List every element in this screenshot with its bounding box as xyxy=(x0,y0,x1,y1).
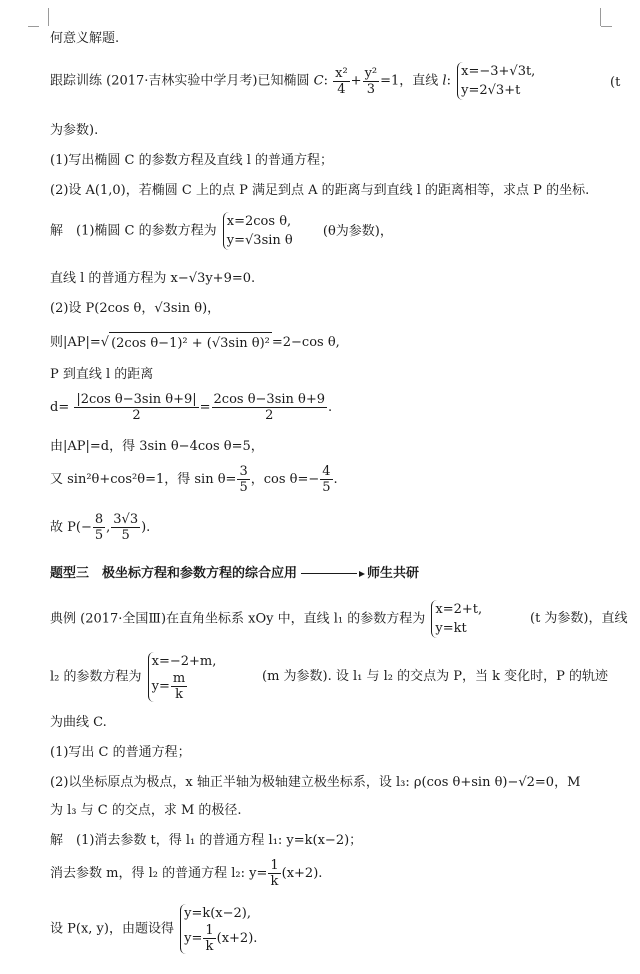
text-line: 直线 l 的普通方程为 x−√3y+9=0. xyxy=(50,271,256,286)
formula-line: 又 sin²θ+cos²θ=1，得 sin θ= $\frac{3}{5}$ ，cos θ=− $\frac{4}{5}$ . xyxy=(50,464,338,495)
text-line: 为 l₃ 与 C 的交点，求 M 的极径. xyxy=(50,803,242,818)
text-line: (1)写出椭圆 C 的参数方程及直线 l 的普通方程； xyxy=(50,153,334,168)
fraction: $\frac{\text{y²}}{3}$ xyxy=(364,65,378,97)
fraction: $\frac{1}{k}$ xyxy=(270,858,279,889)
crop-mark-top-left-h xyxy=(28,26,39,27)
equation-system: x=2+t, y=kt xyxy=(431,600,482,638)
fraction: $\frac{m}{k}$ xyxy=(172,671,186,702)
formula-line: 则|AP|=√ (2cos θ−1)² + (√3sin θ)² =2−cos θ, xyxy=(50,332,340,353)
text-line: (2)设 A(1,0)，若椭圆 C 上的点 P 满足到点 A 的距离与到直线 l 的距离相等，求点 P 的坐标. xyxy=(50,183,590,198)
fraction: $\frac{8}{5}$ xyxy=(94,512,104,543)
arrow-line xyxy=(301,573,357,574)
fraction: $\frac{3}{5}$ xyxy=(239,464,248,495)
arrow-icon xyxy=(359,571,365,577)
crop-mark-top-left xyxy=(38,8,49,26)
example-statement: l₂ 的参数方程为 x=−2+m, y= $\frac{m}{k}$ (m 为参数). 设 l₁ 与 l₂ 的交点为 P，当 k 变化时，P 的轨迹 xyxy=(50,654,609,702)
solution-line: 解 (1)椭圆 C 的参数方程为 x=2cos θ, y=√3sin θ (θ为参数)， xyxy=(50,214,393,248)
formula-line: 消去参数 m，得 l₂ 的普通方程 l₂: y= $\frac{1}{k}$ (x+2). xyxy=(50,858,323,889)
crop-mark-top-right-h xyxy=(601,26,612,27)
text-line: P 到直线 l 的距离 xyxy=(50,367,154,382)
equation-system: x=2cos θ, y=√3sin θ xyxy=(223,212,293,250)
text-line: (2)以坐标原点为极点，x 轴正半轴为极轴建立极坐标系，设 l₃: ρ(cos θ+sin θ)−√2=0，M xyxy=(50,775,581,790)
text-line: 由|AP|=d，得 3sin θ−4cos θ=5， xyxy=(50,439,264,454)
formula-line: 设 P(x, y)，由题设得 y=k(x−2), y= $\frac{1}{k}$ (x+2). xyxy=(50,906,258,954)
fraction: $\frac{1}{k}$ xyxy=(205,923,214,954)
solution-line: 解 (1)消去参数 t，得 l₁ 的普通方程 l₁: y=k(x−2)； xyxy=(50,833,363,848)
fraction: $\frac{\text{2cos θ−3sin θ+9}}{2}$ xyxy=(213,392,326,423)
formula-line: d= $\frac{\text{|2cos θ−3sin θ+9|}}{2}$ = $\frac{\text{2cos θ−3sin θ+9}}{2}$ . xyxy=(50,392,333,423)
text-line: 为参数). xyxy=(50,123,99,138)
equation-system: y=k(x−2), y= $\frac{1}{k}$ (x+2). xyxy=(180,904,257,954)
fraction: $\frac{\text{x²}}{4}$ xyxy=(335,65,348,97)
example-statement: 典例 (2017·全国Ⅲ)在直角坐标系 xOy 中，直线 l₁ 的参数方程为 x=2+t, y=kt (t 为参数)，直线 xyxy=(50,602,628,636)
text-line: (1)写出 C 的普通方程； xyxy=(50,745,191,760)
equation-system: x=−3+√3t, y=2√3+t xyxy=(457,62,535,100)
text-line: 为曲线 C. xyxy=(50,715,107,730)
fraction: $\frac{3√3}{5}$ xyxy=(113,512,139,543)
section-heading: 题型三 极坐标方程和参数方程的综合应用 师生共研 xyxy=(50,566,420,581)
crop-mark-top-right xyxy=(600,8,611,26)
exercise-statement: 跟踪训练 (2017·吉林实验中学月考)已知椭圆 C: $\frac{\text{x²}}{4}$ + $\frac{\text{y²}}{3}$ =1，直线 l: x=−3+√3t, y=2√3+t (t xyxy=(50,64,621,98)
text-line: 何意义解题. xyxy=(50,31,120,46)
fraction: $\frac{\text{|2cos θ−3sin θ+9|}}{2}$ xyxy=(76,392,197,423)
text-line: (2)设 P(2cos θ，√3sin θ)， xyxy=(50,301,221,316)
formula-line: 故 P(− $\frac{8}{5}$ , $\frac{3√3}{5}$ ). xyxy=(50,512,151,543)
fraction: $\frac{4}{5}$ xyxy=(322,464,331,495)
equation-system: x=−2+m, y= $\frac{m}{k}$ xyxy=(148,652,217,702)
